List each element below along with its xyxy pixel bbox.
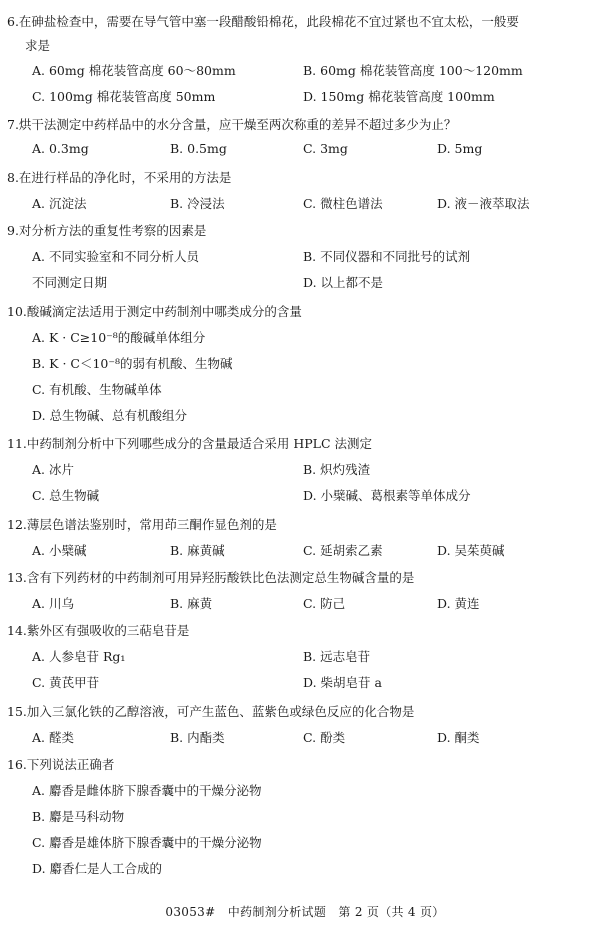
option-b: B. 炽灼残渣 xyxy=(303,462,371,477)
option-c: C. 微柱色谱法 xyxy=(303,196,383,211)
option-a: A. 60mg 棉花装管高度 60～80mm xyxy=(32,63,236,78)
option-d: D. 吴茱萸碱 xyxy=(437,543,505,558)
question-stem: 15.加入三氯化铁的乙醇溶液，可产生蓝色、蓝紫色或绿色反应的化合物是 xyxy=(7,704,415,719)
option-a: A. 川乌 xyxy=(32,596,74,611)
question-stem: 11.中药制剂分析中下列哪些成分的含量最适合采用 HPLC 法测定 xyxy=(7,436,373,451)
option-a: A. 冰片 xyxy=(32,462,74,477)
option-d: D. 5mg xyxy=(437,141,483,156)
option-c: C. 100mg 棉花装管高度 50mm xyxy=(32,89,216,104)
question-13 xyxy=(7,568,602,620)
option-a: A. 沉淀法 xyxy=(32,196,87,211)
option-a: A. 麝香是雌体脐下腺香囊中的干燥分泌物 xyxy=(32,783,262,798)
page-footer: 03053# 中药制剂分析试题 第 2 页（共 4 页） xyxy=(165,905,445,919)
option-d: D. 黄连 xyxy=(437,596,480,611)
question-15 xyxy=(7,702,602,754)
option-d: D. 150mg 棉花装管高度 100mm xyxy=(303,89,495,104)
question-stem: 12.薄层色谱法鉴别时，常用茚三酮作显色剂的是 xyxy=(7,517,277,532)
option-c: C. 黄芪甲苷 xyxy=(32,675,100,690)
question-11 xyxy=(7,434,602,512)
option-a: A. K · C≥10⁻⁸的酸碱单体组分 xyxy=(32,330,206,345)
option-a: A. 0.3mg xyxy=(32,141,89,156)
question-16 xyxy=(7,755,602,885)
option-b: B. 60mg 棉花装管高度 100～120mm xyxy=(303,63,523,78)
option-b: B. 不同仪器和不同批号的试剂 xyxy=(303,249,471,264)
option-d: D. 小檗碱、葛根素等单体成分 xyxy=(303,488,471,503)
option-b: B. 0.5mg xyxy=(170,141,227,156)
question-8 xyxy=(7,168,602,220)
option-d: D. 麝香仁是人工合成的 xyxy=(32,861,163,876)
option-d: D. 以上都不是 xyxy=(303,275,384,290)
option-c: 不同测定日期 xyxy=(32,275,108,290)
question-stem: 13.含有下列药材的中药制剂可用异羟肟酸铁比色法测定总生物碱含量的是 xyxy=(7,570,415,585)
option-b: B. 麻黄 xyxy=(170,596,213,611)
question-stem: 14.紫外区有强吸收的三萜皂苷是 xyxy=(7,623,190,638)
question-9 xyxy=(7,221,602,299)
option-d: D. 酮类 xyxy=(437,730,480,745)
question-6 xyxy=(7,10,602,113)
question-stem: 6.在砷盐检查中，需要在导气管中塞一段醋酸铅棉花，此段棉花不宜过紧也不宜太松，一般要 求是 xyxy=(7,14,519,53)
option-a: A. 小檗碱 xyxy=(32,543,87,558)
option-a: A. 人参皂苷 Rg₁ xyxy=(32,649,126,664)
question-stem: 16.下列说法正确者 xyxy=(7,757,115,772)
option-a: A. 不同实验室和不同分析人员 xyxy=(32,249,199,264)
question-10 xyxy=(7,302,602,432)
option-c: C. 酚类 xyxy=(303,730,346,745)
option-b: B. 冷浸法 xyxy=(170,196,225,211)
question-14 xyxy=(7,621,602,699)
question-12 xyxy=(7,515,602,567)
option-b: B. K · C＜10⁻⁸的弱有机酸、生物碱 xyxy=(32,356,233,371)
option-b: B. 内酯类 xyxy=(170,730,225,745)
question-stem: 8.在进行样品的净化时，不采用的方法是 xyxy=(7,170,232,185)
option-c: C. 总生物碱 xyxy=(32,488,100,503)
option-c: C. 3mg xyxy=(303,141,348,156)
option-b: B. 麻黄碱 xyxy=(170,543,225,558)
option-b: B. 远志皂苷 xyxy=(303,649,371,664)
option-c: C. 防己 xyxy=(303,596,346,611)
option-a: A. 醛类 xyxy=(32,730,74,745)
option-d: D. 柴胡皂苷 a xyxy=(303,675,382,690)
option-b: B. 麝是马科动物 xyxy=(32,809,125,824)
option-d: D. 液－液萃取法 xyxy=(437,196,530,211)
option-c: C. 延胡索乙素 xyxy=(303,543,383,558)
question-7 xyxy=(7,115,602,167)
question-stem: 9.对分析方法的重复性考察的因素是 xyxy=(7,223,207,238)
option-d: D. 总生物碱、总有机酸组分 xyxy=(32,408,188,423)
question-stem: 10.酸碱滴定法适用于测定中药制剂中哪类成分的含量 xyxy=(7,304,302,319)
question-stem: 7.烘干法测定中药样品中的水分含量，应干燥至两次称重的差异不超过多少为止？ xyxy=(7,117,457,132)
option-c: C. 有机酸、生物碱单体 xyxy=(32,382,162,397)
option-c: C. 麝香是雄体脐下腺香囊中的干燥分泌物 xyxy=(32,835,262,850)
